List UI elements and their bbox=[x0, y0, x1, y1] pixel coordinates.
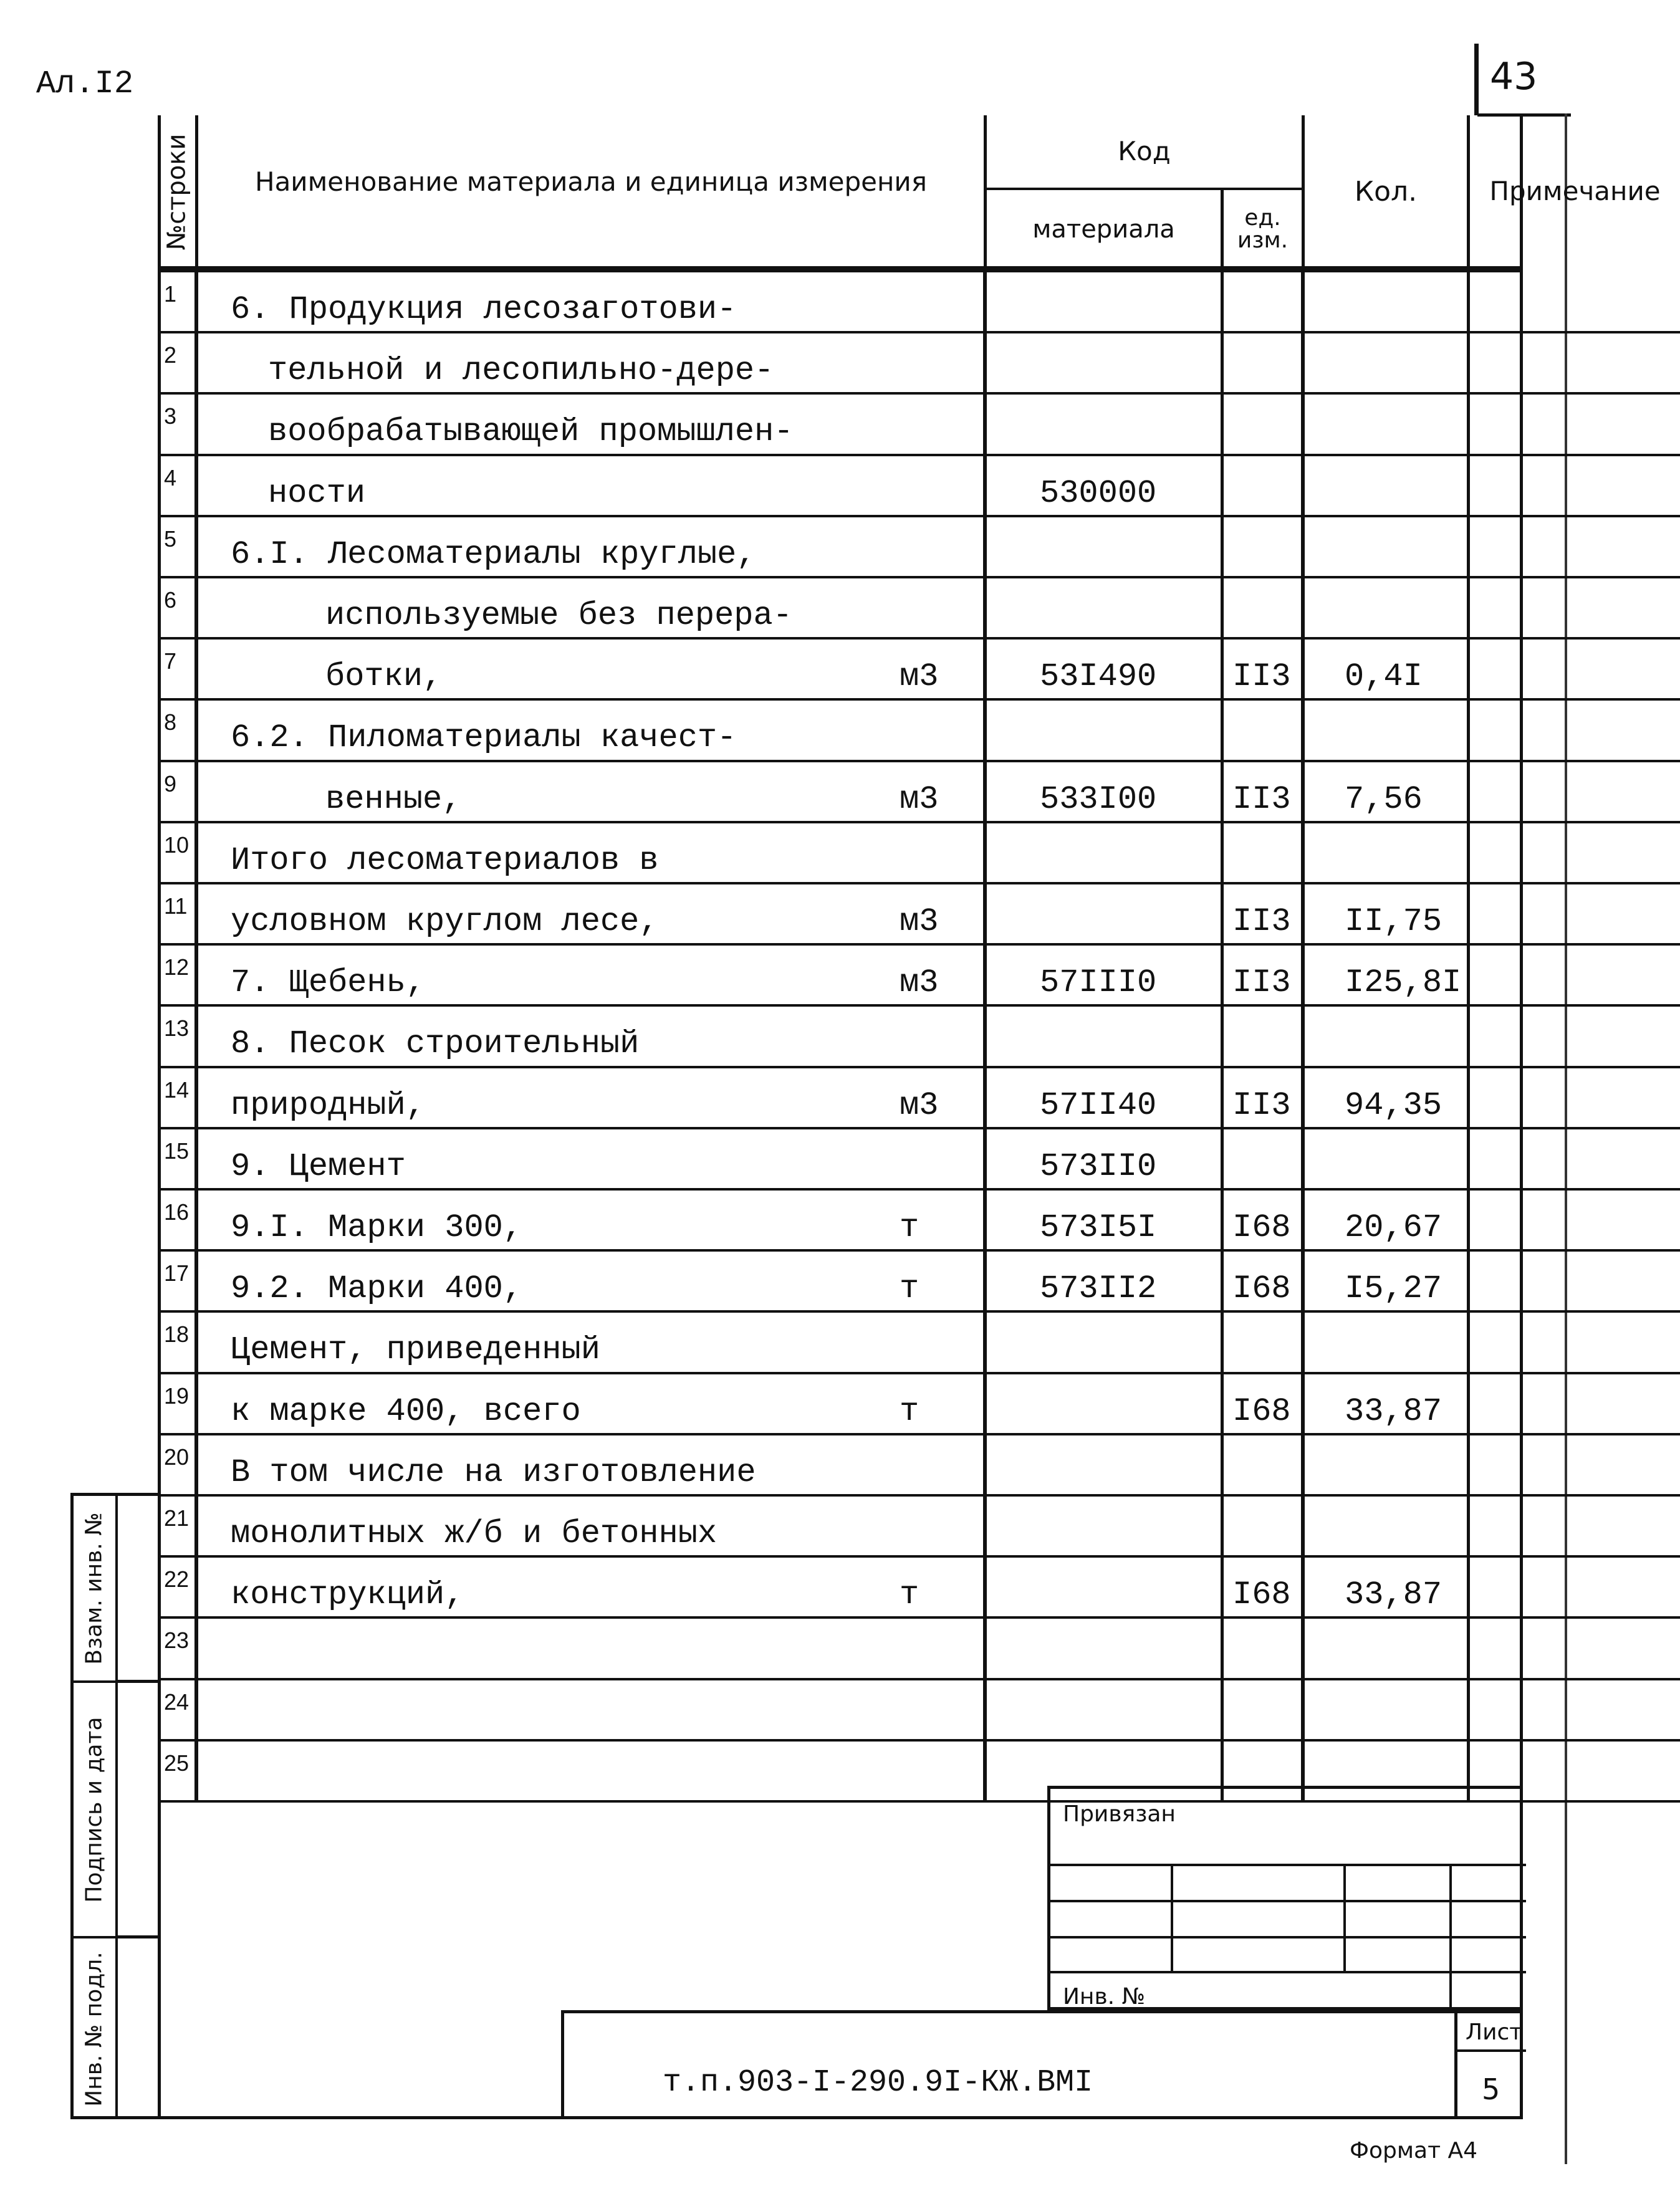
material-code: 573I5I bbox=[987, 1191, 1224, 1252]
material-code: 573II0 bbox=[987, 1129, 1224, 1191]
row-number: 6 bbox=[158, 578, 198, 640]
material-name-cell bbox=[198, 823, 987, 884]
row-number: 1 bbox=[158, 272, 198, 333]
note bbox=[1470, 1558, 1680, 1619]
table-row bbox=[158, 1680, 1523, 1742]
material-name-cell bbox=[198, 395, 987, 456]
header-code-material: материала bbox=[987, 190, 1224, 268]
table-row bbox=[158, 1558, 1523, 1619]
quantity bbox=[1305, 272, 1470, 333]
sheet-label: Лист bbox=[1466, 2020, 1523, 2045]
material-code bbox=[987, 578, 1224, 640]
header-name: Наименование материала и единица измерения bbox=[198, 115, 987, 268]
row-number: 19 bbox=[158, 1374, 198, 1435]
stamp-divider bbox=[115, 1496, 118, 2116]
row-number: 7 bbox=[158, 640, 198, 701]
table-row bbox=[158, 1497, 1523, 1558]
sheet-number: 5 bbox=[1482, 2072, 1500, 2106]
quantity: 94,35 bbox=[1305, 1068, 1470, 1129]
unit-code: II3 bbox=[1224, 640, 1305, 701]
table-row bbox=[158, 395, 1523, 456]
material-name-cell bbox=[198, 1497, 987, 1558]
bound-divider bbox=[1449, 1864, 1452, 2013]
material-code: 57II40 bbox=[987, 1068, 1224, 1129]
quantity bbox=[1305, 1680, 1470, 1742]
bound-divider bbox=[1343, 1864, 1346, 1973]
sheet-label: Ал.I2 bbox=[36, 65, 134, 102]
unit-code bbox=[1224, 395, 1305, 456]
row-number: 24 bbox=[158, 1680, 198, 1742]
unit-code bbox=[1224, 701, 1305, 762]
material-code bbox=[987, 823, 1224, 884]
material-code: 530000 bbox=[987, 456, 1224, 517]
quantity bbox=[1305, 1007, 1470, 1068]
quantity bbox=[1305, 1435, 1470, 1497]
material-name: 6.I. Лесоматериалы круглые, bbox=[231, 535, 756, 573]
header-quantity: Кол. bbox=[1305, 115, 1470, 268]
quantity bbox=[1305, 456, 1470, 517]
material-name: вообрабатывающей промышлен- bbox=[268, 413, 794, 451]
row-number: 15 bbox=[158, 1129, 198, 1191]
quantity: I5,27 bbox=[1305, 1252, 1470, 1313]
row-number: 12 bbox=[158, 946, 198, 1007]
material-name: природный, bbox=[231, 1086, 426, 1124]
unit-code bbox=[1224, 578, 1305, 640]
row-number: 2 bbox=[158, 333, 198, 395]
stamp-rule bbox=[118, 1680, 161, 1683]
material-name-cell bbox=[198, 1313, 987, 1374]
stamp-orig-inv: Инв. № подл. bbox=[82, 1951, 107, 2107]
material-code bbox=[987, 1007, 1224, 1068]
note bbox=[1470, 946, 1680, 1007]
row-number: 17 bbox=[158, 1252, 198, 1313]
note bbox=[1470, 1435, 1680, 1497]
row-number: 18 bbox=[158, 1313, 198, 1374]
bound-block bbox=[1047, 1786, 1523, 2010]
row-number: 21 bbox=[158, 1497, 198, 1558]
quantity bbox=[1305, 517, 1470, 578]
quantity bbox=[1305, 333, 1470, 395]
page-number: 43 bbox=[1490, 55, 1538, 98]
table-header bbox=[158, 115, 1661, 268]
table-row bbox=[158, 333, 1523, 395]
table-row bbox=[158, 946, 1523, 1007]
unit-code bbox=[1224, 333, 1305, 395]
material-name: 6. Продукция лесозаготови- bbox=[231, 291, 737, 328]
stamp-rule bbox=[118, 1935, 161, 1938]
document-code: т.п.903-I-290.9I-КЖ.ВМI bbox=[663, 2065, 1093, 2101]
material-name: 9.I. Марки 300, bbox=[231, 1209, 523, 1246]
measure-unit: м3 bbox=[900, 964, 939, 1002]
note bbox=[1470, 640, 1680, 701]
material-code bbox=[987, 1619, 1224, 1680]
material-name-cell bbox=[198, 1068, 987, 1129]
measure-unit: м3 bbox=[900, 1086, 939, 1124]
table-row bbox=[158, 456, 1523, 517]
material-name: 9. Цемент bbox=[231, 1148, 406, 1185]
table-row bbox=[158, 1435, 1523, 1497]
table-row bbox=[158, 578, 1523, 640]
table-row bbox=[158, 272, 1523, 333]
row-number: 23 bbox=[158, 1619, 198, 1680]
material-name-cell bbox=[198, 946, 987, 1007]
material-code bbox=[987, 395, 1224, 456]
header-bottom-rule bbox=[158, 266, 1523, 272]
table-row bbox=[158, 517, 1523, 578]
note bbox=[1470, 517, 1680, 578]
bound-rule bbox=[1050, 1900, 1526, 1902]
note bbox=[1470, 762, 1680, 823]
material-name: В том числе на изготовление bbox=[231, 1454, 756, 1491]
material-name-cell bbox=[198, 1129, 987, 1191]
format-label: Формат А4 bbox=[1350, 2138, 1478, 2163]
material-code bbox=[987, 272, 1224, 333]
table-row bbox=[158, 1191, 1523, 1252]
row-number: 14 bbox=[158, 1068, 198, 1129]
unit-code bbox=[1224, 1619, 1305, 1680]
sheet-divider bbox=[1454, 2013, 1457, 2119]
material-code bbox=[987, 1435, 1224, 1497]
material-name: условном круглом лесе, bbox=[231, 903, 659, 940]
unit-code: II3 bbox=[1224, 762, 1305, 823]
note bbox=[1470, 1007, 1680, 1068]
note bbox=[1470, 1313, 1680, 1374]
stamp-signature-date: Подпись и дата bbox=[74, 1683, 115, 1938]
material-name: 7. Щебень, bbox=[231, 964, 426, 1002]
material-name-cell bbox=[198, 1435, 987, 1497]
quantity: 33,87 bbox=[1305, 1374, 1470, 1435]
measure-unit: м3 bbox=[900, 780, 939, 818]
unit-code bbox=[1224, 272, 1305, 333]
header-row-number: №строки bbox=[158, 115, 198, 268]
row-number: 20 bbox=[158, 1435, 198, 1497]
stamp-replace-inv: Взам. инв. № bbox=[74, 1496, 115, 1683]
header-code: Код bbox=[987, 115, 1305, 190]
row-number: 4 bbox=[158, 456, 198, 517]
note bbox=[1470, 884, 1680, 946]
note bbox=[1470, 1680, 1680, 1742]
material-name-cell bbox=[198, 1742, 987, 1803]
table-row bbox=[158, 1313, 1523, 1374]
quantity: 0,4I bbox=[1305, 640, 1470, 701]
bound-label: Привязан bbox=[1063, 1801, 1176, 1827]
quantity: I25,8I bbox=[1305, 946, 1470, 1007]
table-row bbox=[158, 1068, 1523, 1129]
note bbox=[1470, 1252, 1680, 1313]
material-code bbox=[987, 884, 1224, 946]
note bbox=[1470, 1374, 1680, 1435]
table-row bbox=[158, 701, 1523, 762]
measure-unit: т bbox=[900, 1209, 919, 1246]
material-name: Цемент, приведенный bbox=[231, 1331, 600, 1369]
table-row bbox=[158, 1619, 1523, 1680]
material-code: 573II2 bbox=[987, 1252, 1224, 1313]
page-number-rule bbox=[1474, 44, 1479, 115]
note bbox=[1470, 456, 1680, 517]
title-block bbox=[561, 2010, 1523, 2119]
material-name-cell bbox=[198, 884, 987, 946]
measure-unit: м3 bbox=[900, 658, 939, 696]
table-row bbox=[158, 762, 1523, 823]
sheet-rule bbox=[1457, 2049, 1526, 2052]
row-number: 9 bbox=[158, 762, 198, 823]
unit-code: I68 bbox=[1224, 1252, 1305, 1313]
material-code: 53I490 bbox=[987, 640, 1224, 701]
quantity bbox=[1305, 701, 1470, 762]
material-code bbox=[987, 1558, 1224, 1619]
material-name-cell bbox=[198, 762, 987, 823]
material-name-cell bbox=[198, 701, 987, 762]
material-name: к марке 400, всего bbox=[231, 1392, 581, 1430]
row-number: 25 bbox=[158, 1742, 198, 1803]
material-code bbox=[987, 333, 1224, 395]
material-code: 533I00 bbox=[987, 762, 1224, 823]
note bbox=[1470, 395, 1680, 456]
material-name-cell bbox=[198, 1680, 987, 1742]
unit-code bbox=[1224, 1435, 1305, 1497]
material-name: 8. Песок строительный bbox=[231, 1025, 640, 1063]
note bbox=[1470, 1497, 1680, 1558]
measure-unit: т bbox=[900, 1576, 919, 1614]
material-name-cell bbox=[198, 1558, 987, 1619]
measure-unit: т bbox=[900, 1392, 919, 1430]
row-number: 10 bbox=[158, 823, 198, 884]
material-name: 6.2. Пиломатериалы качест- bbox=[231, 719, 737, 757]
material-name: конструкций, bbox=[231, 1576, 464, 1614]
note bbox=[1470, 578, 1680, 640]
note bbox=[1470, 333, 1680, 395]
unit-code bbox=[1224, 1313, 1305, 1374]
material-code: 57III0 bbox=[987, 946, 1224, 1007]
note bbox=[1470, 1129, 1680, 1191]
quantity bbox=[1305, 1497, 1470, 1558]
header-note: Примечание bbox=[1489, 176, 1661, 207]
material-name-cell bbox=[198, 1007, 987, 1068]
quantity: 33,87 bbox=[1305, 1558, 1470, 1619]
measure-unit: м3 bbox=[900, 903, 939, 940]
table-row bbox=[158, 884, 1523, 946]
material-code bbox=[987, 1313, 1224, 1374]
note bbox=[1470, 1068, 1680, 1129]
note bbox=[1470, 823, 1680, 884]
header-code-unit: ед. изм. bbox=[1224, 190, 1305, 268]
material-name: ботки, bbox=[325, 658, 443, 696]
material-name-cell bbox=[198, 1191, 987, 1252]
quantity bbox=[1305, 1313, 1470, 1374]
note bbox=[1470, 1619, 1680, 1680]
material-name-cell bbox=[198, 1252, 987, 1313]
table-row bbox=[158, 823, 1523, 884]
quantity: 20,67 bbox=[1305, 1191, 1470, 1252]
material-name-cell bbox=[198, 272, 987, 333]
table-row bbox=[158, 1007, 1523, 1068]
row-number: 5 bbox=[158, 517, 198, 578]
bound-rule bbox=[1050, 1971, 1526, 1973]
material-name-cell bbox=[198, 1374, 987, 1435]
quantity bbox=[1305, 823, 1470, 884]
measure-unit: т bbox=[900, 1270, 919, 1308]
material-name: 9.2. Марки 400, bbox=[231, 1270, 523, 1308]
material-code bbox=[987, 701, 1224, 762]
note bbox=[1470, 701, 1680, 762]
table-row bbox=[158, 640, 1523, 701]
quantity: 7,56 bbox=[1305, 762, 1470, 823]
material-name-cell bbox=[198, 640, 987, 701]
material-name-cell bbox=[198, 517, 987, 578]
unit-code: II3 bbox=[1224, 1068, 1305, 1129]
row-number: 13 bbox=[158, 1007, 198, 1068]
unit-code bbox=[1224, 1497, 1305, 1558]
unit-code: I68 bbox=[1224, 1191, 1305, 1252]
row-number: 11 bbox=[158, 884, 198, 946]
material-code bbox=[987, 1374, 1224, 1435]
bound-divider bbox=[1171, 1864, 1173, 1973]
material-code bbox=[987, 1680, 1224, 1742]
row-number: 3 bbox=[158, 395, 198, 456]
unit-code: II3 bbox=[1224, 884, 1305, 946]
material-name-cell bbox=[198, 333, 987, 395]
unit-code bbox=[1224, 1007, 1305, 1068]
table-row bbox=[158, 1252, 1523, 1313]
unit-code bbox=[1224, 517, 1305, 578]
row-number: 16 bbox=[158, 1191, 198, 1252]
unit-code bbox=[1224, 1680, 1305, 1742]
quantity bbox=[1305, 395, 1470, 456]
note bbox=[1470, 1191, 1680, 1252]
material-code bbox=[987, 1497, 1224, 1558]
unit-code bbox=[1224, 456, 1305, 517]
quantity bbox=[1305, 1129, 1470, 1191]
material-name: монолитных ж/б и бетонных bbox=[231, 1515, 718, 1552]
unit-code: I68 bbox=[1224, 1374, 1305, 1435]
material-name: тельной и лесопильно-дере- bbox=[268, 352, 774, 390]
material-name: ности bbox=[268, 474, 366, 512]
material-name: используемые без перера- bbox=[325, 597, 792, 634]
inv-label: Инв. № bbox=[1063, 1984, 1146, 2010]
row-number: 8 bbox=[158, 701, 198, 762]
quantity bbox=[1305, 578, 1470, 640]
material-name: Итого лесоматериалов в bbox=[231, 841, 659, 879]
quantity: II,75 bbox=[1305, 884, 1470, 946]
material-name-cell bbox=[198, 1619, 987, 1680]
unit-code: II3 bbox=[1224, 946, 1305, 1007]
unit-code bbox=[1224, 1129, 1305, 1191]
quantity bbox=[1305, 1619, 1470, 1680]
material-name: венные, bbox=[325, 780, 462, 818]
row-number: 22 bbox=[158, 1558, 198, 1619]
material-name-cell bbox=[198, 578, 987, 640]
bound-rule bbox=[1050, 1864, 1526, 1866]
left-stamp bbox=[70, 1493, 158, 2119]
table-row bbox=[158, 1129, 1523, 1191]
material-code bbox=[987, 517, 1224, 578]
unit-code: I68 bbox=[1224, 1558, 1305, 1619]
material-name-cell bbox=[198, 456, 987, 517]
bound-rule bbox=[1050, 1936, 1526, 1938]
table-row bbox=[158, 1374, 1523, 1435]
unit-code bbox=[1224, 823, 1305, 884]
note bbox=[1470, 272, 1680, 333]
